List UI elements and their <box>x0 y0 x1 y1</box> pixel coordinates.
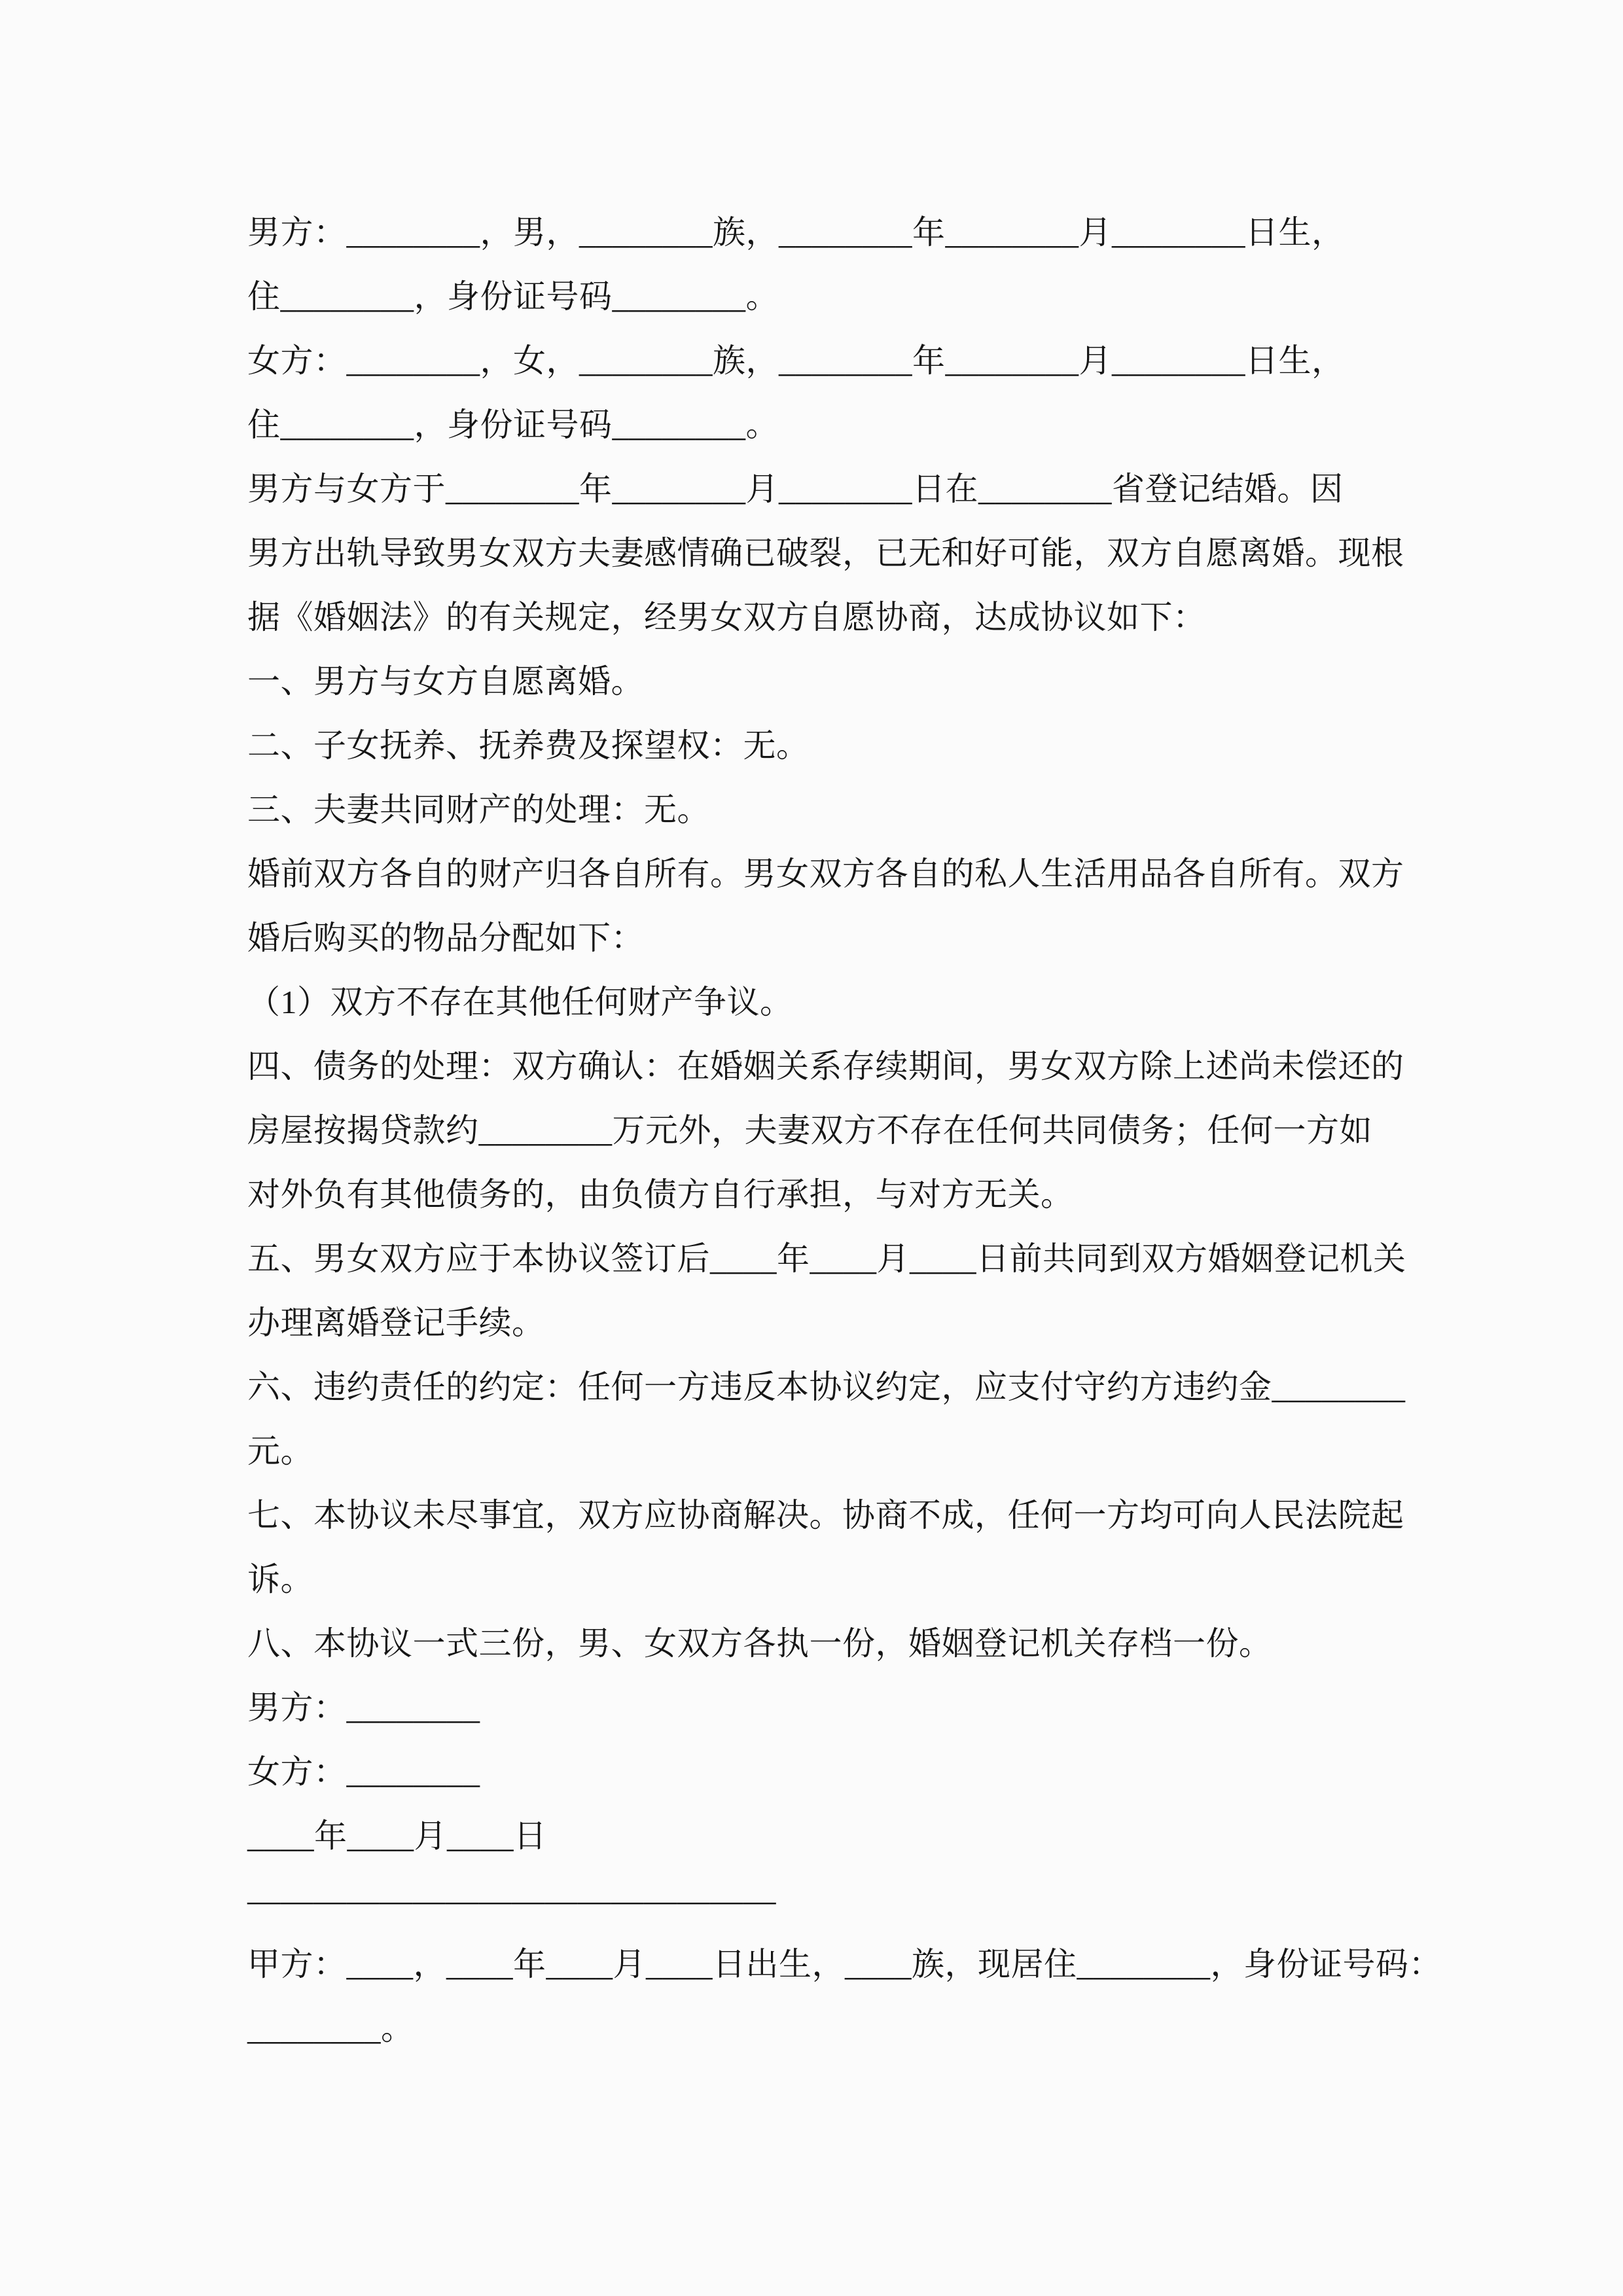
document-line: 婚后购买的物品分配如下： <box>247 920 644 956</box>
document-line: 元。 <box>247 1433 313 1469</box>
document-line: 五、男女双方应于本协议签订后____年____月____日前共同到双方婚姻登记机关 <box>247 1240 1406 1277</box>
document-line: 办理离婚登记手续。 <box>247 1304 545 1341</box>
document-line: 据《婚姻法》的有关规定，经男女双方自愿协商，达成协议如下： <box>247 599 1206 636</box>
document-line: 女方：________ <box>247 1753 480 1790</box>
document-line: 三、夫妻共同财产的处理：无。 <box>247 791 710 828</box>
document-line: 四、债务的处理：双方确认：在婚姻关系存续期间，男女双方除上述尚未偿还的 <box>247 1048 1404 1085</box>
document-line: 七、本协议未尽事宜，双方应协商解决。协商不成，任何一方均可向人民法院起 <box>247 1497 1404 1534</box>
document-line: （1）双方不存在其他任何财产争议。 <box>247 984 793 1020</box>
dash-divider: ———————————————— <box>247 1882 776 1918</box>
document-line: 甲方：____，____年____月____日出生，____族，现居住________，身份证号码： <box>247 1946 1442 1982</box>
document-line: ____年____月____日 <box>247 1818 547 1854</box>
document-line: 婚前双方各自的财产归各自所有。男女双方各自的私人生活用品各自所有。双方 <box>247 855 1404 892</box>
document-line: 住________，身份证号码________。 <box>247 406 779 443</box>
document-body <box>247 200 1442 2060</box>
document-line: 男方：________，男，________族，________年________月________日生， <box>247 214 1345 251</box>
document-line: 男方与女方于________年________月________日在________省登记结婚。因 <box>247 471 1344 507</box>
document-line: 诉。 <box>247 1561 313 1598</box>
document-line: 六、违约责任的约定：任何一方违反本协议约定，应支付守约方违约金________ <box>247 1369 1406 1405</box>
document-line: ________。 <box>247 2010 414 2047</box>
document-line: 男方：________ <box>247 1689 480 1726</box>
document-line: 对外负有其他债务的，由负债方自行承担，与对方无关。 <box>247 1176 1074 1213</box>
document-line: 房屋按揭贷款约________万元外，夫妻双方不存在任何共同债务；任何一方如 <box>247 1112 1372 1149</box>
document-line: 住________，身份证号码________。 <box>247 278 779 315</box>
document-line: 男方出轨导致男女双方夫妻感情确已破裂，已无和好可能，双方自愿离婚。现根 <box>247 535 1404 571</box>
document-line: 一、男方与女方自愿离婚。 <box>247 663 644 700</box>
document-line: 二、子女抚养、抚养费及探望权：无。 <box>247 727 810 764</box>
document-line: 八、本协议一式三份，男、女双方各执一份，婚姻登记机关存档一份。 <box>247 1625 1272 1662</box>
document-line: 女方：________，女，________族，________年________月________日生， <box>247 342 1345 379</box>
